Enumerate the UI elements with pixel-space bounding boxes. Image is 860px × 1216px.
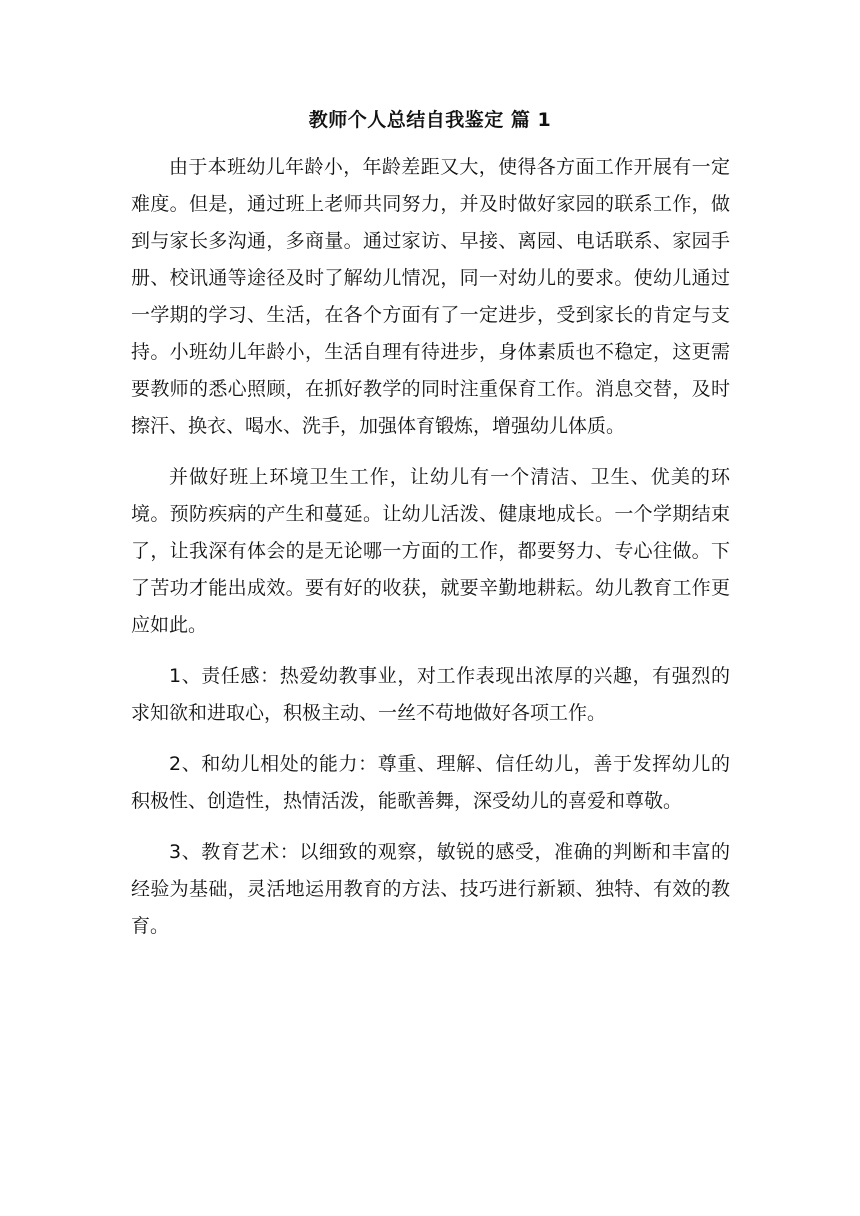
document-title: 教师个人总结自我鉴定 篇 1 — [308, 109, 552, 131]
document-body — [131, 149, 730, 945]
paragraph-environment-hygiene: 并做好班上环境卫生工作，让幼儿有一个清洁、卫生、优美的环境。预防疾病的产生和蔓延。让幼儿活泼、健康地成长。一个学期结束了，让我深有体会的是无论哪一方面的工作，都要努力、专心往做。下了苦功才能出成效。要有好的收获，就要辛勤地耕耘。幼儿教育工作更应如此。 — [131, 466, 730, 636]
paragraph-teaching-art: 3、教育艺术：以细致的观察，敏锐的感受，准确的判断和丰富的经验为基础，灵活地运用教育的方法、技巧进行新颖、独特、有效的教育。 — [131, 841, 730, 937]
paragraph-interaction-ability: 2、和幼儿相处的能力：尊重、理解、信任幼儿，善于发挥幼儿的积极性、创造性，热情活泼，能歌善舞，深受幼儿的喜爱和尊敬。 — [131, 753, 730, 812]
paragraph-responsibility: 1、责任感：热爱幼教事业，对工作表现出浓厚的兴趣，有强烈的求知欲和进取心，积极主动、一丝不苟地做好各项工作。 — [131, 665, 730, 724]
paragraph-class-management: 由于本班幼儿年龄小，年龄差距又大，使得各方面工作开展有一定难度。但是，通过班上老师共同努力，并及时做好家园的联系工作，做到与家长多沟通，多商量。通过家访、早接、离园、电话联系、家园手册、校讯通等途径及时了解幼儿情况，同一对幼儿的要求。使幼儿通过一学期的学习、生活，在各个方面有了一定进步，受到家长的肯定与支持。小班幼儿年龄小，生活自理有待进步，身体素质也不稳定，这更需要教师的悉心照顾，在抓好教学的同时注重保育工作。消息交替，及时擦汗、换衣、喝水、洗手，加强体育锻炼，增强幼儿体质。 — [131, 156, 730, 437]
